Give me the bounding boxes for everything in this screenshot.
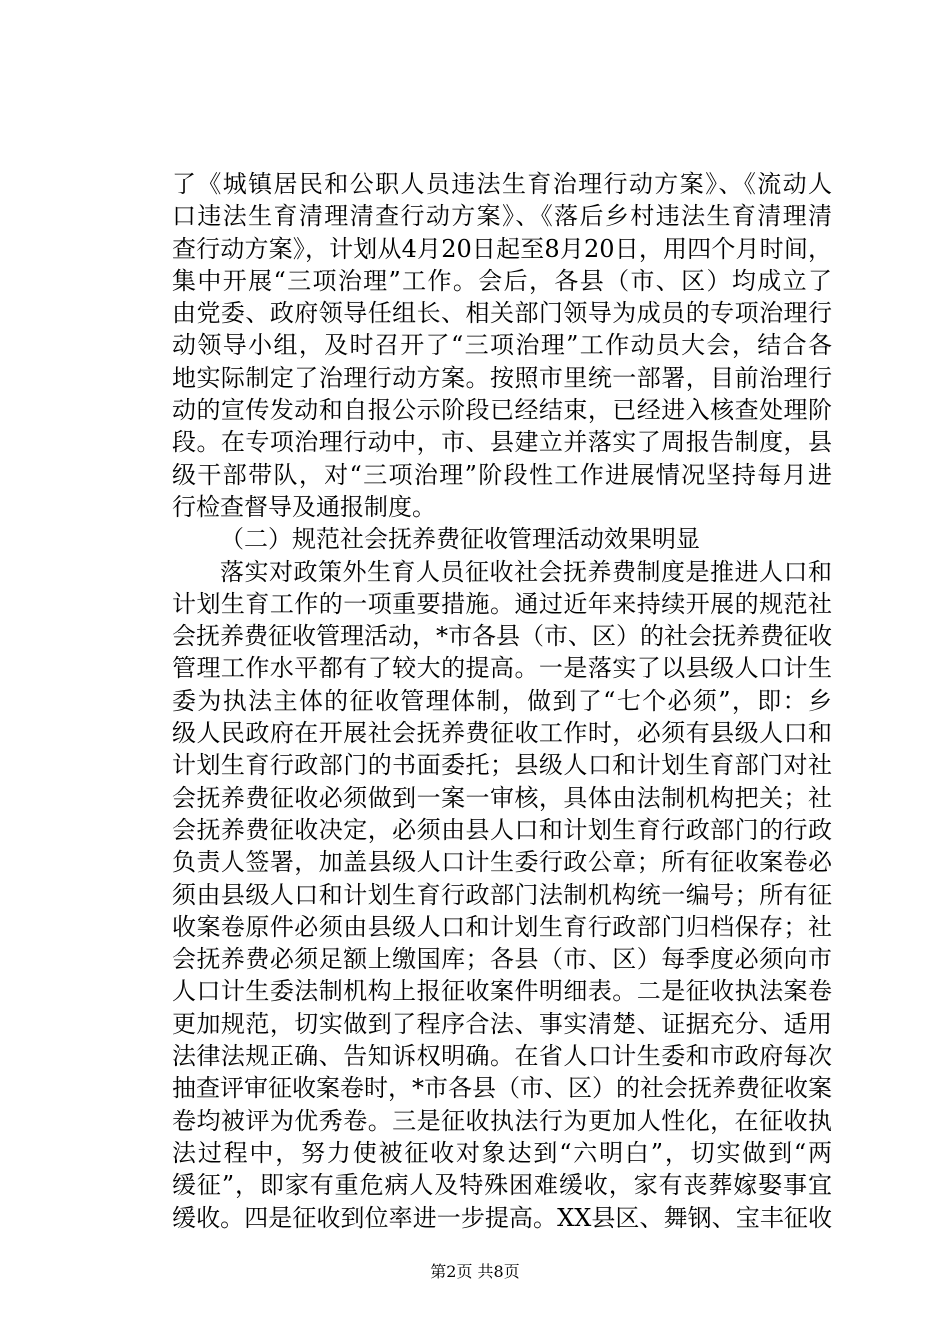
text-line: 更加规范，切实做到了程序合法、事实清楚、证据充分、适用 (172, 1009, 832, 1038)
text-line: 会抚养费征收必须做到一案一审核，具体由法制机构把关；社 (172, 783, 832, 812)
text-line: 法律法规正确、告知诉权明确。在省人口计生委和市政府每次 (172, 1042, 832, 1071)
text-line: 级干部带队，对“三项治理”阶段性工作进展情况坚持每月进 (172, 460, 832, 489)
text-line: 会抚养费征收决定，必须由县人口和计划生育行政部门的行政 (172, 815, 832, 844)
text-line: 地实际制定了治理行动方案。按照市里统一部署，目前治理行 (172, 363, 832, 392)
text-line: 级人民政府在开展社会抚养费征收工作时，必须有县级人口和 (172, 719, 832, 748)
text-line: 计划生育工作的一项重要措施。通过近年来持续开展的规范社 (172, 589, 832, 618)
text-line: 人口计生委法制机构上报征收案件明细表。二是征收执法案卷 (172, 977, 832, 1006)
text-line: 会抚养费必须足额上缴国库；各县（市、区）每季度必须向市 (172, 945, 832, 974)
body-text (172, 168, 832, 1234)
text-line: 由党委、政府领导任组长、相关部门领导为成员的专项治理行 (172, 299, 832, 328)
section-heading: （二）规范社会抚养费征收管理活动效果明显 (220, 525, 700, 554)
text-line: 查行动方案》，计划从4月20日起至8月20日，用四个月时间， (172, 234, 832, 263)
text-line: 行检查督导及通报制度。 (172, 492, 436, 521)
text-line: 会抚养费征收管理活动，*市各县（市、区）的社会抚养费征收 (172, 622, 832, 651)
text-line: 落实对政策外生育人员征收社会抚养费制度是推进人口和 (220, 557, 832, 586)
page-footer: 第2页 共8页 (430, 1262, 520, 1281)
text-line: 法过程中，努力使被征收对象达到“六明白”，切实做到“两 (172, 1138, 832, 1167)
text-line: 段。在专项治理行动中，市、县建立并落实了周报告制度，县 (172, 428, 832, 457)
text-line: 管理工作水平都有了较大的提高。一是落实了以县级人口计生 (172, 654, 832, 683)
text-line: 计划生育行政部门的书面委托；县级人口和计划生育部门对社 (172, 751, 832, 780)
text-line: 抽查评审征收案卷时，*市各县（市、区）的社会抚养费征收案 (172, 1074, 832, 1103)
text-line: 了《城镇居民和公职人员违法生育治理行动方案》、《流动人 (172, 170, 832, 198)
text-line: 收案卷原件必须由县级人口和计划生育行政部门归档保存；社 (172, 912, 832, 941)
text-line: 集中开展“三项治理”工作。会后，各县（市、区）均成立了 (172, 266, 832, 295)
text-line: 口违法生育清理清查行动方案》、《落后乡村违法生育清理清 (172, 202, 832, 231)
text-line: 缓征”，即家有重危病人及特殊困难缓收，家有丧葬嫁娶事宜 (172, 1171, 832, 1200)
text-line: 动的宣传发动和自报公示阶段已经结束，已经进入核查处理阶 (172, 396, 832, 425)
text-line: 缓收。四是征收到位率进一步提高。XX县区、舞钢、宝丰征收 (172, 1203, 832, 1232)
text-line: 负责人签署，加盖县级人口计生委行政公章；所有征收案卷必 (172, 848, 832, 877)
text-line: 委为执法主体的征收管理体制，做到了“七个必须”，即：乡 (172, 686, 832, 715)
text-line: 卷均被评为优秀卷。三是征收执法行为更加人性化，在征收执 (172, 1106, 832, 1135)
text-line: 须由县级人口和计划生育行政部门法制机构统一编号；所有征 (172, 880, 832, 909)
text-line: 动领导小组，及时召开了“三项治理”工作动员大会，结合各 (172, 331, 832, 360)
